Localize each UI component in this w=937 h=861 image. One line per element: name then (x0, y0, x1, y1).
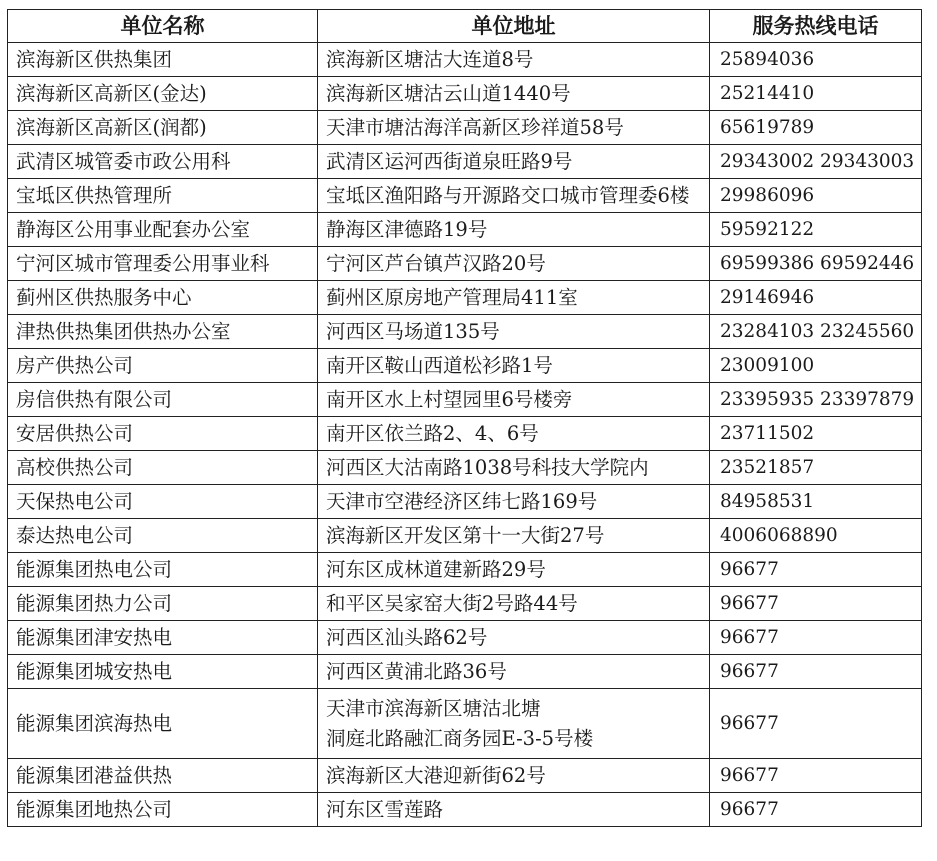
hotline-cell: 96677 (710, 621, 922, 655)
hotline-cell: 96677 (710, 759, 922, 793)
table-row (8, 77, 922, 111)
unit-address-cell (318, 485, 710, 519)
unit-name-cell: 宁河区城市管理委公用事业科 (8, 247, 318, 281)
unit-address-cell (318, 519, 710, 553)
unit-name-cell: 蓟州区供热服务中心 (8, 281, 318, 315)
table-row (8, 383, 922, 417)
unit-name-cell: 滨海新区高新区(金达) (8, 77, 318, 111)
address-line: 宁河区芦台镇芦汉路20号 (326, 251, 546, 275)
table-row (8, 621, 922, 655)
hotline-cell: 84958531 (710, 485, 922, 519)
unit-address-cell (318, 281, 710, 315)
unit-address-cell (318, 145, 710, 179)
table-row (8, 247, 922, 281)
unit-name-cell: 能源集团地热公司 (8, 793, 318, 827)
hotline-cell: 23009100 (710, 349, 922, 383)
address-line: 河西区大沽南路1038号科技大学院内 (326, 455, 649, 479)
address-line: 河东区成林道建新路29号 (326, 557, 546, 581)
unit-address-cell (318, 793, 710, 827)
unit-address-cell (318, 655, 710, 689)
table-row (8, 519, 922, 553)
hotline-cell: 96677 (710, 793, 922, 827)
unit-name-cell: 房信供热有限公司 (8, 383, 318, 417)
address-line: 和平区吴家窑大街2号路44号 (326, 591, 578, 615)
hotline-cell: 4006068890 (710, 519, 922, 553)
unit-name-cell: 能源集团港益供热 (8, 759, 318, 793)
hotline-cell: 29343002 29343003 (710, 145, 922, 179)
address-line: 天津市塘沽海洋高新区珍祥道58号 (326, 115, 624, 139)
address-line: 宝坻区渔阳路与开源路交口城市管理委6楼 (326, 183, 690, 207)
unit-address-cell (318, 77, 710, 111)
table-row (8, 145, 922, 179)
address-line: 河西区黄浦北路36号 (326, 659, 507, 683)
unit-address-cell (318, 179, 710, 213)
address-line: 武清区运河西街道泉旺路9号 (326, 149, 573, 173)
table-row (8, 349, 922, 383)
hotline-cell: 96677 (710, 553, 922, 587)
address-line: 南开区依兰路2、4、6号 (326, 421, 539, 445)
hotline-cell: 25214410 (710, 77, 922, 111)
table-row (8, 417, 922, 451)
address-line: 河西区马场道135号 (326, 319, 500, 343)
table-body (8, 43, 922, 827)
unit-address-cell (318, 417, 710, 451)
unit-address-cell (318, 689, 710, 759)
directory-table (7, 9, 922, 827)
unit-name-cell: 能源集团津安热电 (8, 621, 318, 655)
table-row (8, 111, 922, 145)
hotline-cell: 23284103 23245560 (710, 315, 922, 349)
unit-name-cell: 泰达热电公司 (8, 519, 318, 553)
header-unit-address: 单位地址 (318, 10, 710, 43)
unit-address-cell (318, 315, 710, 349)
unit-address-cell (318, 587, 710, 621)
table-row (8, 179, 922, 213)
unit-name-cell: 能源集团热力公司 (8, 587, 318, 621)
unit-address-cell (318, 451, 710, 485)
address-line: 洞庭北路融汇商务园E-3-5号楼 (326, 726, 594, 750)
address-line: 蓟州区原房地产管理局411室 (326, 285, 578, 309)
address-line: 南开区鞍山西道松衫路1号 (326, 353, 553, 377)
unit-name-cell: 滨海新区供热集团 (8, 43, 318, 77)
unit-name-cell: 高校供热公司 (8, 451, 318, 485)
unit-name-cell: 安居供热公司 (8, 417, 318, 451)
unit-name-cell: 滨海新区高新区(润都) (8, 111, 318, 145)
table-row (8, 43, 922, 77)
hotline-cell: 96677 (710, 689, 922, 759)
address-line: 河东区雪莲路 (326, 797, 444, 821)
table-row (8, 689, 922, 759)
hotline-cell: 23711502 (710, 417, 922, 451)
header-unit-name: 单位名称 (8, 10, 318, 43)
table-row (8, 587, 922, 621)
unit-name-cell: 房产供热公司 (8, 349, 318, 383)
address-line: 滨海新区塘沽云山道1440号 (326, 81, 571, 105)
unit-name-cell: 武清区城管委市政公用科 (8, 145, 318, 179)
hotline-cell: 23395935 23397879 (710, 383, 922, 417)
address-line: 南开区水上村望园里6号楼旁 (326, 387, 573, 411)
hotline-cell: 96677 (710, 587, 922, 621)
hotline-cell: 65619789 (710, 111, 922, 145)
unit-address-cell (318, 349, 710, 383)
table-row (8, 213, 922, 247)
hotline-cell: 23521857 (710, 451, 922, 485)
hotline-cell: 69599386 69592446 (710, 247, 922, 281)
unit-name-cell: 津热供热集团供热办公室 (8, 315, 318, 349)
unit-address-cell (318, 247, 710, 281)
unit-name-cell: 宝坻区供热管理所 (8, 179, 318, 213)
unit-address-cell (318, 111, 710, 145)
hotline-cell: 96677 (710, 655, 922, 689)
hotline-cell: 25894036 (710, 43, 922, 77)
address-line: 天津市空港经济区纬七路169号 (326, 489, 598, 513)
address-line: 滨海新区大港迎新街62号 (326, 763, 546, 787)
table-row (8, 315, 922, 349)
table-row (8, 485, 922, 519)
unit-address-cell (318, 383, 710, 417)
unit-address-cell (318, 213, 710, 247)
address-line: 天津市滨海新区塘沽北塘 (326, 696, 541, 720)
unit-name-cell: 能源集团热电公司 (8, 553, 318, 587)
address-line: 滨海新区开发区第十一大街27号 (326, 523, 605, 547)
table-row (8, 759, 922, 793)
header-hotline: 服务热线电话 (710, 10, 922, 43)
table-row (8, 793, 922, 827)
hotline-cell: 59592122 (710, 213, 922, 247)
address-line: 滨海新区塘沽大连道8号 (326, 47, 534, 71)
table-row (8, 451, 922, 485)
address-line: 静海区津德路19号 (326, 217, 488, 241)
table-row (8, 655, 922, 689)
unit-name-cell: 天保热电公司 (8, 485, 318, 519)
unit-name-cell: 能源集团城安热电 (8, 655, 318, 689)
hotline-cell: 29986096 (710, 179, 922, 213)
header-row (8, 10, 922, 43)
unit-address-cell (318, 621, 710, 655)
unit-address-cell (318, 553, 710, 587)
hotline-cell: 29146946 (710, 281, 922, 315)
heating-service-directory (7, 9, 921, 827)
table-row (8, 553, 922, 587)
unit-address-cell (318, 759, 710, 793)
table-row (8, 281, 922, 315)
address-line: 河西区汕头路62号 (326, 625, 488, 649)
unit-address-cell (318, 43, 710, 77)
unit-name-cell: 静海区公用事业配套办公室 (8, 213, 318, 247)
unit-name-cell: 能源集团滨海热电 (8, 689, 318, 759)
